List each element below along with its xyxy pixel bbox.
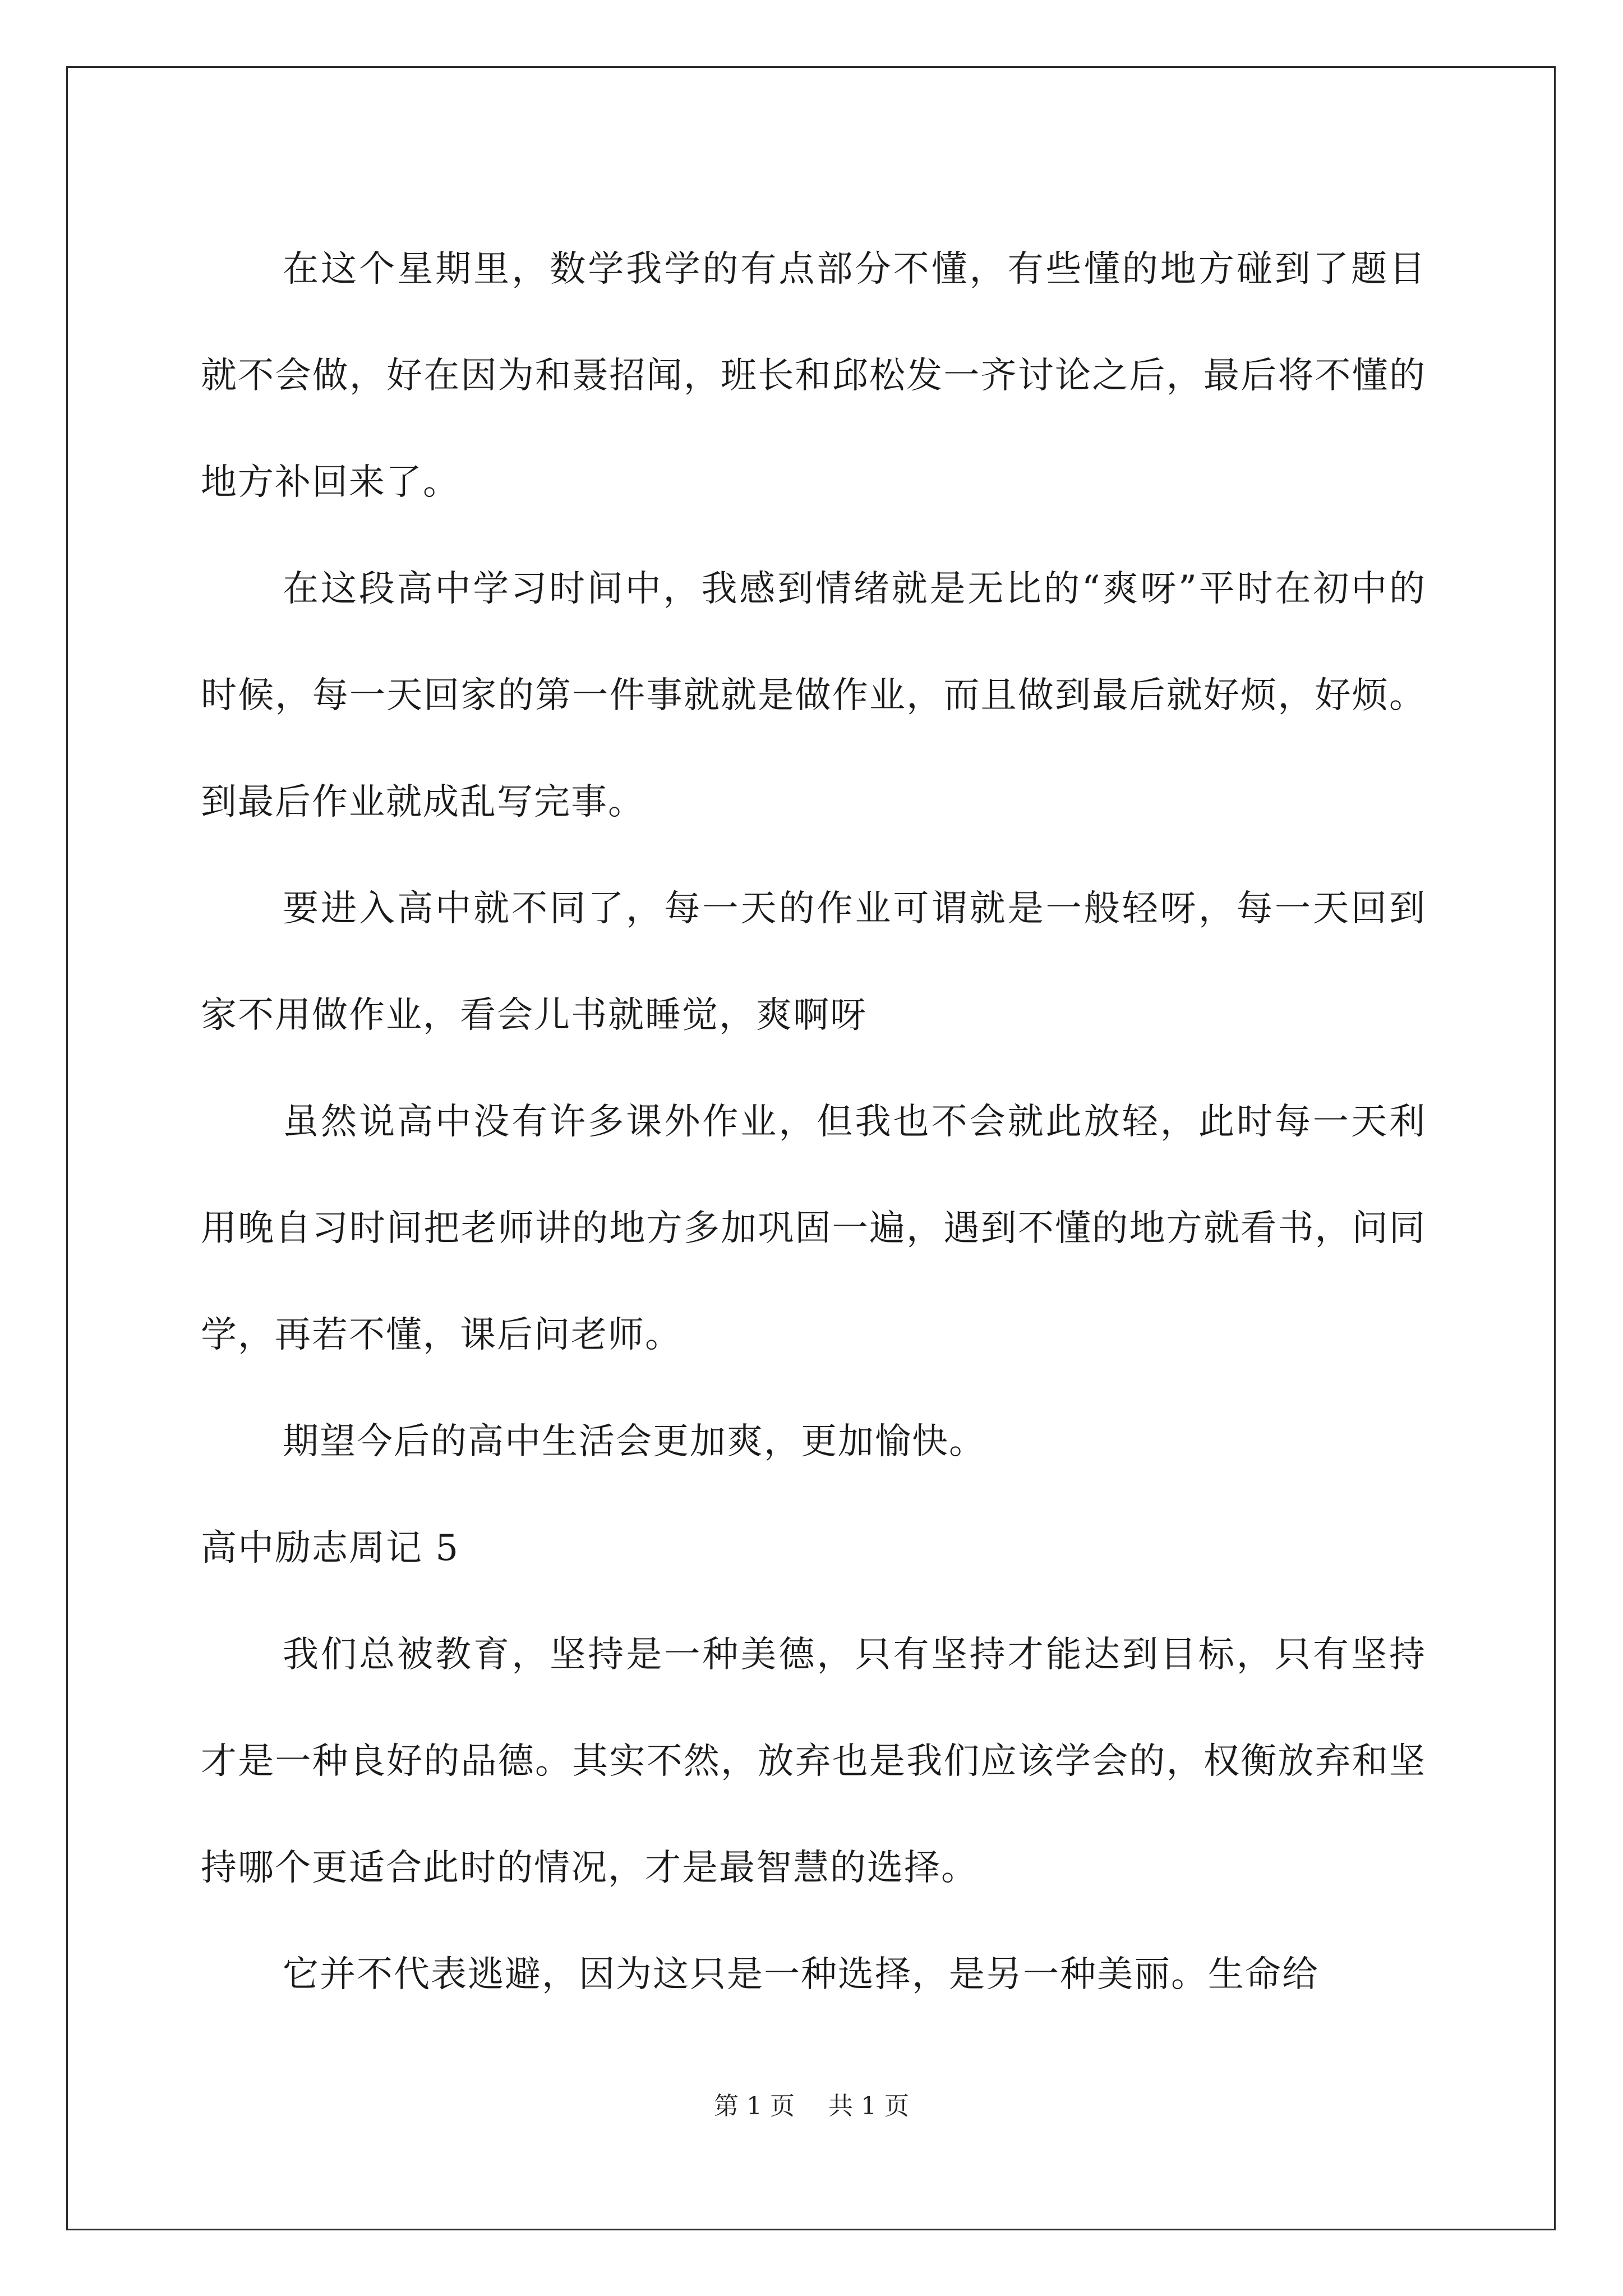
document-body <box>201 216 1426 2028</box>
paragraph-6: 我们总被教育，坚持是一种美德，只有坚持才能达到目标，只有坚持才是一种良好的品德。其实不然，放弃也是我们应该学会的，权衡放弃和坚持哪个更适合此时的情况，才是最智慧的选择。 <box>201 1634 1426 1889</box>
paragraph-4: 虽然说高中没有许多课外作业，但我也不会就此放轻，此时每一天利用晚自习时间把老师讲的地方多加巩固一遍，遇到不懂的地方就看书，问同学，再若不懂，课后问老师。 <box>201 1101 1426 1356</box>
paragraph-2: 在这段高中学习时间中，我感到情绪就是无比的“爽呀”平时在初中的时候，每一天回家的第一件事就就是做作业，而且做到最后就好烦，好烦。到最后作业就成乱写完事。 <box>201 568 1426 823</box>
paragraph-7: 它并不代表逃避，因为这只是一种选择，是另一种美丽。生命给 <box>283 1954 1319 1995</box>
section-heading: 高中励志周记 5 <box>201 1527 460 1569</box>
paragraph-5: 期望今后的高中生活会更加爽，更加愉快。 <box>283 1421 986 1462</box>
paragraph-1: 在这个星期里，数学我学的有点部分不懂，有些懂的地方碰到了题目就不会做，好在因为和聂招闻，班长和邱松发一齐讨论之后，最后将不懂的地方补回来了。 <box>201 249 1426 503</box>
paragraph-3: 要进入高中就不同了，每一天的作业可谓就是一般轻呀，每一天回到家不用做作业，看会儿书就睡觉，爽啊呀 <box>201 888 1426 1036</box>
page-number-current: 第 1 页 <box>714 2092 795 2120</box>
page-number-total: 共 1 页 <box>828 2092 909 2120</box>
page-footer <box>0 2090 1623 2123</box>
